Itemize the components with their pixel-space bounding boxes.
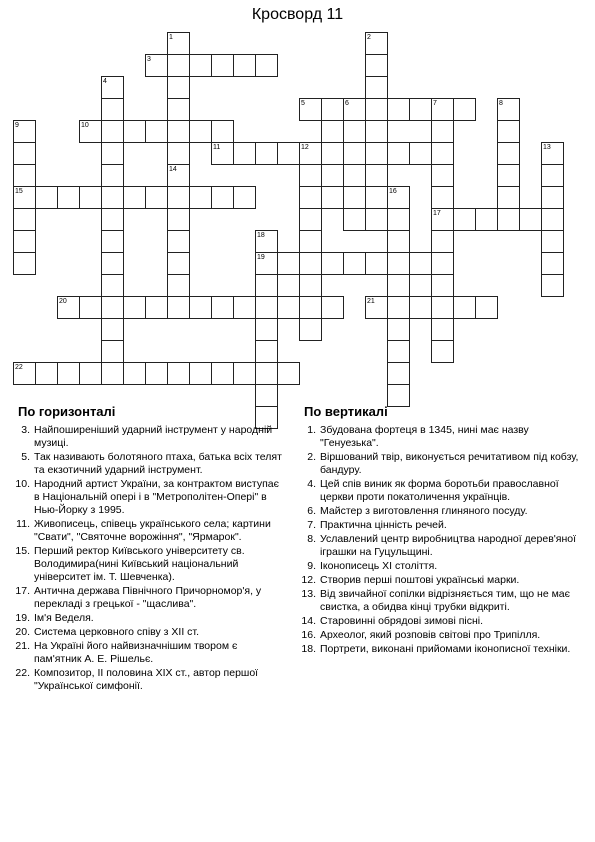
cell-number: 1 (169, 34, 173, 41)
crossword-cell[interactable] (189, 54, 212, 77)
clue-text: Найпоширеніший ударний інструмент у народній музиці. (34, 424, 273, 449)
crossword-cell[interactable] (13, 164, 36, 187)
crossword-cell[interactable] (365, 252, 388, 275)
crossword-cell[interactable] (519, 208, 542, 231)
across-clue (14, 585, 284, 611)
crossword-cell[interactable] (167, 274, 190, 297)
crossword-cell[interactable] (101, 362, 124, 385)
crossword-cell[interactable] (497, 208, 520, 231)
clue-text: Від звичайної сопілки відрізняється тим, що не має свистка, а обидва кінці трубки відкриті. (320, 588, 570, 613)
crossword-cell[interactable] (101, 296, 124, 319)
crossword-cell[interactable] (365, 208, 388, 231)
crossword-cell[interactable] (365, 120, 388, 143)
crossword-cell[interactable] (167, 296, 190, 319)
crossword-cell[interactable] (541, 164, 564, 187)
crossword-cell[interactable] (167, 54, 190, 77)
crossword-cell[interactable] (321, 252, 344, 275)
crossword-cell[interactable] (13, 230, 36, 253)
crossword-cell[interactable] (431, 164, 454, 187)
crossword-cell[interactable] (541, 208, 564, 231)
clue-number: 11. (16, 518, 30, 530)
crossword-cell[interactable] (541, 230, 564, 253)
crossword-cell[interactable] (189, 186, 212, 209)
crossword-cell[interactable] (211, 362, 234, 385)
down-clue (300, 643, 585, 656)
crossword-cell[interactable] (101, 340, 124, 363)
crossword-cell[interactable] (13, 142, 36, 165)
crossword-cell[interactable] (101, 120, 124, 143)
crossword-cell[interactable] (101, 230, 124, 253)
crossword-cell[interactable] (101, 208, 124, 231)
crossword-cell[interactable] (343, 120, 366, 143)
down-clue (300, 478, 585, 504)
crossword-cell[interactable] (101, 274, 124, 297)
crossword-cell[interactable] (255, 274, 278, 297)
crossword-cell[interactable] (167, 142, 190, 165)
crossword-cell[interactable] (189, 362, 212, 385)
crossword-cell[interactable] (387, 230, 410, 253)
cell-number: 7 (433, 100, 437, 107)
crossword-cell[interactable] (101, 164, 124, 187)
crossword-cell[interactable] (387, 142, 410, 165)
crossword-cell[interactable] (299, 186, 322, 209)
crossword-cell[interactable] (299, 252, 322, 275)
crossword-cell[interactable] (145, 120, 168, 143)
cell-number: 15 (15, 188, 23, 195)
crossword-cell[interactable] (343, 142, 366, 165)
clue-number: 1. (307, 424, 316, 436)
crossword-cell[interactable] (343, 186, 366, 209)
crossword-cell[interactable] (145, 186, 168, 209)
cell-number: 11 (213, 144, 221, 151)
down-heading: По вертикалі (304, 404, 388, 419)
crossword-cell[interactable] (35, 186, 58, 209)
crossword-cell[interactable] (79, 186, 102, 209)
crossword-cell[interactable] (431, 142, 454, 165)
crossword-cell[interactable] (409, 98, 432, 121)
crossword-grid (0, 0, 595, 400)
crossword-cell[interactable] (365, 76, 388, 99)
clue-text: Цей спів виник як форма боротьби православної церкви проти покатоличення українців. (320, 478, 559, 503)
crossword-cell[interactable] (541, 252, 564, 275)
clue-text: Перший ректор Київського університету св. Володимира(нині Київський національний університет ім. Т. Шевченка). (34, 545, 245, 583)
across-clue (14, 478, 284, 517)
crossword-cell[interactable] (365, 186, 388, 209)
crossword-cell[interactable] (431, 186, 454, 209)
crossword-cell[interactable] (189, 296, 212, 319)
clue-text: Іконописець XI століття. (320, 560, 438, 572)
crossword-cell[interactable] (299, 164, 322, 187)
clue-number: 5. (21, 451, 30, 463)
crossword-cell[interactable] (475, 208, 498, 231)
cell-number: 10 (81, 122, 89, 129)
crossword-cell[interactable] (387, 208, 410, 231)
crossword-cell[interactable] (299, 318, 322, 341)
crossword-cell[interactable] (255, 54, 278, 77)
crossword-cell[interactable] (387, 252, 410, 275)
crossword-cell[interactable] (321, 98, 344, 121)
down-clue (300, 574, 585, 587)
crossword-cell[interactable] (79, 296, 102, 319)
crossword-cell[interactable] (167, 208, 190, 231)
crossword-cell[interactable] (211, 120, 234, 143)
crossword-cell[interactable] (387, 362, 410, 385)
clue-text: Віршований твір, виконується речитативом під кобзу, бандуру. (320, 451, 579, 476)
crossword-cell[interactable] (299, 230, 322, 253)
crossword-cell[interactable] (387, 98, 410, 121)
clue-text: Уславлений центр виробництва народної дерев'яної іграшки на Гуцульщині. (320, 533, 577, 558)
clue-text: Майстер з виготовлення глиняного посуду. (320, 505, 528, 517)
crossword-cell[interactable] (409, 142, 432, 165)
crossword-cell[interactable] (101, 252, 124, 275)
crossword-cell[interactable] (233, 296, 256, 319)
cell-number: 4 (103, 78, 107, 85)
cell-number: 13 (543, 144, 551, 151)
clue-number: 6. (307, 505, 316, 517)
down-clue (300, 519, 585, 532)
cell-number: 2 (367, 34, 371, 41)
crossword-cell[interactable] (321, 296, 344, 319)
clue-number: 12. (301, 574, 316, 586)
crossword-cell[interactable] (101, 318, 124, 341)
cell-number: 8 (499, 100, 503, 107)
crossword-cell[interactable] (409, 252, 432, 275)
clue-text: Антична держава Північного Причорномор'я, у перекладі з грецької - "щаслива". (34, 585, 262, 610)
crossword-cell[interactable] (343, 164, 366, 187)
clue-number: 21. (15, 640, 30, 652)
clue-number: 4. (307, 478, 316, 490)
crossword-cell[interactable] (13, 208, 36, 231)
crossword-cell[interactable] (101, 186, 124, 209)
crossword-cell[interactable] (255, 296, 278, 319)
cell-number: 20 (59, 298, 67, 305)
crossword-cell[interactable] (431, 274, 454, 297)
crossword-cell[interactable] (299, 208, 322, 231)
clue-number: 16. (301, 629, 316, 641)
crossword-cell[interactable] (475, 296, 498, 319)
down-clue (300, 629, 585, 642)
crossword-cell[interactable] (431, 340, 454, 363)
cell-number: 22 (15, 364, 23, 371)
crossword-cell[interactable] (101, 142, 124, 165)
cell-number: 19 (257, 254, 265, 261)
crossword-cell[interactable] (321, 186, 344, 209)
across-clue (14, 667, 284, 693)
cell-number: 12 (301, 144, 309, 151)
clue-text: Живописець, співець українського села; картини "Свати", "Святочне ворожіння", "Ярмарок". (34, 518, 271, 543)
crossword-cell[interactable] (211, 186, 234, 209)
crossword-cell[interactable] (387, 274, 410, 297)
cell-number: 16 (389, 188, 397, 195)
crossword-cell[interactable] (541, 186, 564, 209)
crossword-cell[interactable] (497, 120, 520, 143)
crossword-cell[interactable] (167, 76, 190, 99)
clue-number: 7. (307, 519, 316, 531)
crossword-cell[interactable] (343, 208, 366, 231)
crossword-cell[interactable] (365, 54, 388, 77)
crossword-cell[interactable] (387, 318, 410, 341)
crossword-cell[interactable] (453, 98, 476, 121)
clue-text: Композитор, II половина XIX ст., автор першої "Української симфонії. (34, 667, 259, 692)
cell-number: 5 (301, 100, 305, 107)
clue-text: Археолог, який розповів світові про Трипілля. (320, 629, 541, 641)
clue-number: 13. (301, 588, 316, 600)
crossword-cell[interactable] (57, 186, 80, 209)
cell-number: 9 (15, 122, 19, 129)
clue-number: 22. (15, 667, 30, 679)
down-clue (300, 560, 585, 573)
crossword-cell[interactable] (409, 296, 432, 319)
down-clue (300, 451, 585, 477)
across-clue (14, 612, 284, 625)
across-heading: По горизонталі (18, 404, 116, 419)
crossword-cell[interactable] (343, 252, 366, 275)
down-clue (300, 424, 585, 450)
crossword-cell[interactable] (431, 318, 454, 341)
crossword-cell[interactable] (211, 54, 234, 77)
across-clue (14, 424, 284, 450)
across-clue (14, 451, 284, 477)
page-title: Кросворд 11 (251, 6, 344, 23)
crossword-cell[interactable] (211, 296, 234, 319)
crossword-cell[interactable] (145, 362, 168, 385)
clue-number: 10. (15, 478, 30, 490)
cell-number: 17 (433, 210, 441, 217)
crossword-cell[interactable] (255, 362, 278, 385)
across-clue (14, 640, 284, 666)
crossword-cell[interactable] (123, 296, 146, 319)
crossword-cell[interactable] (79, 362, 102, 385)
crossword-cell[interactable] (277, 362, 300, 385)
crossword-cell[interactable] (123, 362, 146, 385)
crossword-cell[interactable] (233, 362, 256, 385)
crossword-cell[interactable] (497, 186, 520, 209)
across-clue (14, 626, 284, 639)
down-clue (300, 505, 585, 518)
clue-text: Збудована фортеця в 1345, нині має назву "Генуезька". (320, 424, 529, 449)
clue-text: Створив перші поштові українські марки. (320, 574, 520, 586)
crossword-cell[interactable] (255, 318, 278, 341)
clue-number: 17. (15, 585, 30, 597)
clue-number: 14. (301, 615, 316, 627)
crossword-cell[interactable] (255, 340, 278, 363)
cell-number: 14 (169, 166, 177, 173)
crossword-cell[interactable] (167, 98, 190, 121)
crossword-cell[interactable] (167, 120, 190, 143)
cell-number: 6 (345, 100, 349, 107)
crossword-cell[interactable] (167, 252, 190, 275)
crossword-cell[interactable] (321, 142, 344, 165)
clue-number: 15. (15, 545, 30, 557)
clue-text: Система церковного співу з XII ст. (34, 626, 199, 638)
clue-text: На Україні його найвизначнішим твором є пам'ятник А. Е. Рішельє. (34, 640, 238, 665)
clue-number: 18. (301, 643, 316, 655)
crossword-cell[interactable] (13, 252, 36, 275)
clue-text: Старовинні обрядові зимові пісні. (320, 615, 484, 627)
crossword-cell[interactable] (365, 142, 388, 165)
crossword-cell[interactable] (167, 230, 190, 253)
clue-text: Практична цінність речей. (320, 519, 447, 531)
crossword-cell[interactable] (497, 164, 520, 187)
crossword-cell[interactable] (255, 142, 278, 165)
crossword-cell[interactable] (453, 296, 476, 319)
crossword-cell[interactable] (387, 340, 410, 363)
crossword-cell[interactable] (387, 296, 410, 319)
down-clue-list (300, 424, 585, 656)
crossword-cell[interactable] (431, 230, 454, 253)
clue-number: 19. (15, 612, 30, 624)
crossword-cell[interactable] (431, 252, 454, 275)
cell-number: 21 (367, 298, 375, 305)
crossword-cell[interactable] (299, 274, 322, 297)
crossword-cell[interactable] (233, 54, 256, 77)
cell-number: 3 (147, 56, 151, 63)
crossword-cell[interactable] (365, 98, 388, 121)
clue-text: Портрети, виконані прийомами іконописної техніки. (320, 643, 571, 655)
crossword-cell[interactable] (57, 362, 80, 385)
cell-number: 18 (257, 232, 265, 239)
crossword-cell[interactable] (299, 296, 322, 319)
crossword-cell[interactable] (233, 142, 256, 165)
clue-number: 2. (307, 451, 316, 463)
crossword-cell[interactable] (233, 186, 256, 209)
crossword-cell[interactable] (431, 120, 454, 143)
crossword-cell[interactable] (189, 120, 212, 143)
crossword-cell[interactable] (277, 142, 300, 165)
crossword-cell[interactable] (365, 164, 388, 187)
crossword-cell[interactable] (167, 362, 190, 385)
crossword-cell[interactable] (321, 164, 344, 187)
crossword-cell[interactable] (431, 296, 454, 319)
clue-number: 9. (307, 560, 316, 572)
clue-text: Ім'я Веделя. (34, 612, 94, 624)
crossword-cell[interactable] (101, 98, 124, 121)
crossword-cell[interactable] (277, 252, 300, 275)
clue-text: Народний артист України, за контрактом виступає в Національній опері і в "Метрополітен-Опері" в Нью-Йорку з 1995. (34, 478, 279, 516)
clue-text: Так називають болотяного птаха, батька всіх телят та екзотичний ударний інструмент. (34, 451, 282, 476)
clue-number: 3. (21, 424, 30, 436)
down-clue (300, 588, 585, 614)
crossword-cell[interactable] (321, 120, 344, 143)
crossword-cell[interactable] (167, 186, 190, 209)
across-clue-list (14, 424, 284, 693)
crossword-cell[interactable] (497, 142, 520, 165)
clue-number: 20. (15, 626, 30, 638)
crossword-cell[interactable] (123, 186, 146, 209)
across-clues-section (14, 404, 284, 694)
down-clue (300, 533, 585, 559)
crossword-cell[interactable] (541, 274, 564, 297)
clue-number: 8. (307, 533, 316, 545)
crossword-cell[interactable] (453, 208, 476, 231)
across-clue (14, 545, 284, 584)
across-clue (14, 518, 284, 544)
crossword-cell[interactable] (277, 296, 300, 319)
crossword-cell[interactable] (145, 296, 168, 319)
crossword-cell[interactable] (123, 120, 146, 143)
down-clues-section (300, 404, 585, 657)
down-clue (300, 615, 585, 628)
crossword-cell[interactable] (35, 362, 58, 385)
